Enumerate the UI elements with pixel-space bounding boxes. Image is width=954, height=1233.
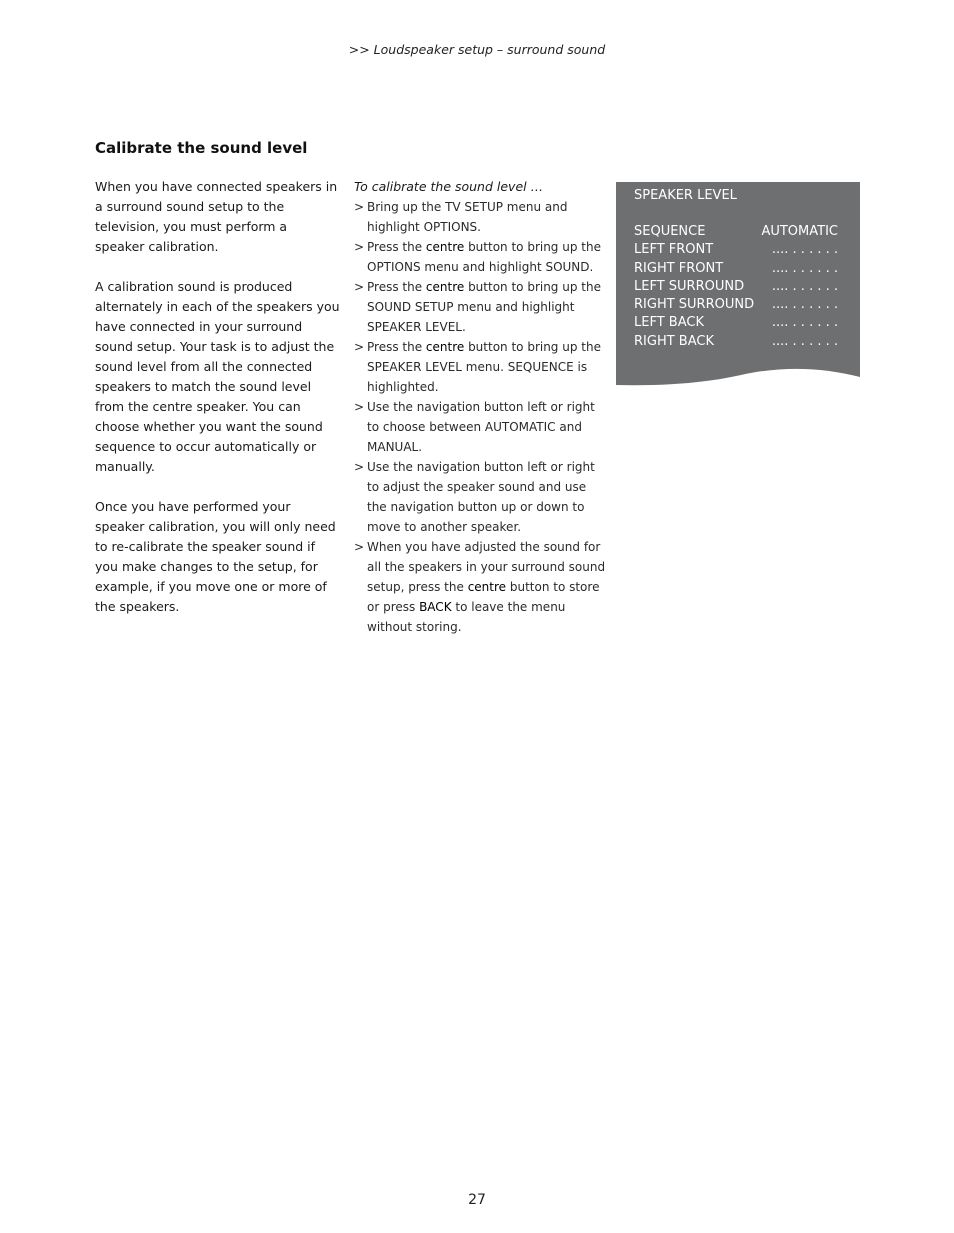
step-text: Press the [367,240,426,254]
paragraph: Once you have performed your speaker calibration, you will only need to re-calibrate the speaker sound if you make changes to the setup, for example, if you move one or more of the speakers. [95,499,336,614]
menu-row-sequence [634,223,838,241]
paragraph: When you have connected speakers in a surround sound setup to the television, you must perform a speaker calibration. [95,179,338,254]
menu-row-right-surround [634,296,838,314]
button-name: centre [425,280,465,294]
step-marker: > [354,460,365,474]
page-number: 27 [468,1192,486,1208]
section-title: Calibrate the sound level [95,139,308,157]
menu-row-left-back [634,314,838,332]
instructions-column [354,177,606,637]
step-text: Use the navigation button left or right to choose between AUTOMATIC and MANUAL. [367,400,595,454]
menu-row-value: .... . . . . . . [771,278,838,294]
menu-row-label: RIGHT FRONT [634,260,724,276]
menu-row-value: .... . . . . . . [771,315,838,331]
button-name: centre [425,240,465,254]
running-head: >> Loudspeaker setup – surround sound [348,42,606,57]
instructions-intro: To calibrate the sound level … [354,179,544,194]
step-text: Press the [367,340,426,354]
step-text: button to bring up the SPEAKER LEVEL menu. SEQUENCE is highlighted. [367,340,601,394]
instruction-step [354,277,606,337]
step-marker: > [354,400,365,414]
paragraph: A calibration sound is produced alternately in each of the speakers you have connected in your surround sound setup. Your task is to adjust the sound level from all the connected speakers to match the sound level from the centre speaker. You can choose whether you want the sound sequence to occur automatically or manually. [95,279,340,474]
menu-row-label: LEFT FRONT [634,242,714,258]
step-marker: > [354,540,365,554]
instruction-steps [354,197,606,637]
menu-row-left-surround [634,278,838,296]
instruction-step [354,537,606,637]
menu-row-label: RIGHT BACK [634,333,714,349]
step-text: Press the [367,280,426,294]
button-name: centre [467,580,507,594]
menu-row-label: LEFT SURROUND [634,278,745,294]
menu-title: SPEAKER LEVEL [634,188,737,203]
step-text: Use the navigation button left or right to adjust the speaker sound and use the navigation button up or down to move to another speaker. [367,460,595,534]
speaker-level-menu [616,182,860,388]
menu-row-value: .... . . . . . . [771,260,838,276]
step-marker: > [354,280,365,294]
menu-row-label: RIGHT SURROUND [634,297,755,313]
menu-row-value: .... . . . . . . [771,242,838,258]
step-text: to leave the menu without storing. [367,600,566,634]
menu-row-label: SEQUENCE [634,224,706,239]
step-marker: > [354,200,365,214]
menu-row-right-front [634,260,838,278]
instruction-step [354,337,606,397]
menu-row-label: LEFT BACK [634,315,704,331]
instruction-step [354,457,606,537]
instruction-step [354,397,606,457]
step-text: button to bring up the SOUND SETUP menu and highlight SPEAKER LEVEL. [367,280,601,334]
menu-row-left-front [634,241,838,259]
intro-text-column [95,177,340,637]
button-name: centre [425,340,465,354]
menu-row-value: AUTOMATIC [761,224,838,239]
menu-row-value: .... . . . . . . [771,297,838,313]
menu-row-value: .... . . . . . . [771,333,838,349]
button-name: BACK [419,600,452,614]
step-text: button to bring up the OPTIONS menu and highlight SOUND. [367,240,601,274]
menu-content [634,187,838,351]
step-marker: > [354,340,365,354]
step-text: When you have adjusted the sound for all the speakers in your surround sound setup, press the [367,540,606,594]
instruction-step [354,237,606,277]
step-text: button to store or press [367,580,600,614]
menu-row-right-back [634,333,838,351]
step-text: Bring up the TV SETUP menu and highlight OPTIONS. [367,200,568,234]
step-marker: > [354,240,365,254]
instruction-step [354,197,606,237]
